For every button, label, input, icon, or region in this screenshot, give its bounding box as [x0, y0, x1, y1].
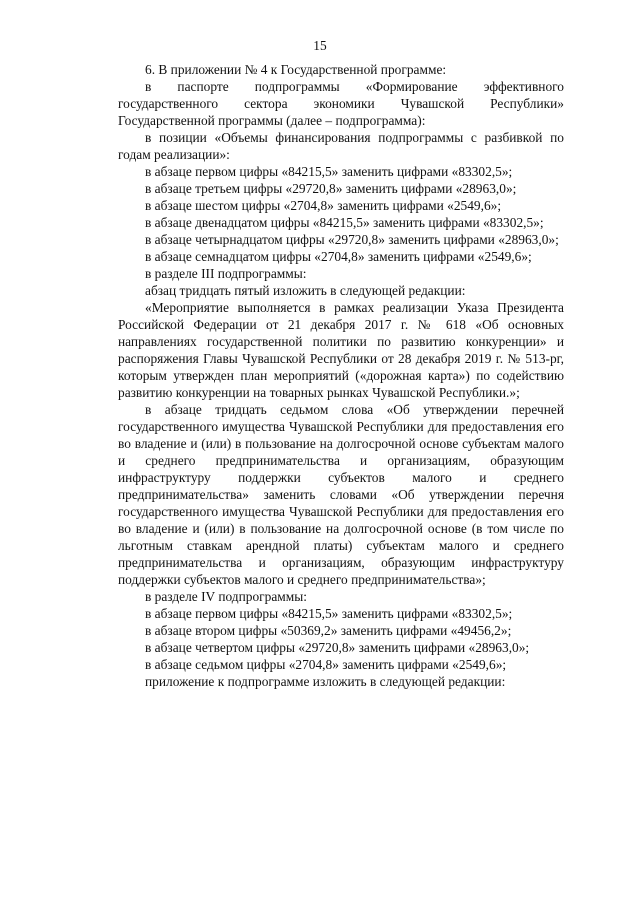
amendment-line: в абзаце втором цифры «50369,2» заменить цифрами «49456,2»;: [145, 623, 512, 638]
amendment-line: в абзаце четвертом цифры «29720,8» заменить цифрами «28963,0»;: [145, 640, 530, 655]
amendment-paragraph: в абзаце тридцать седьмом слова «Об утверждении перечней государственного имущества Чувашской Республики для предоставления его во владение и (или) в пользование на долгосрочной основе субъектам малого и среднего предпринимательства и организациям, образующим инфраструктуру поддержки субъектов малого и среднего предпринимательства» заменить словами «Об утверждении перечня государственного имущества Чувашской Республики для предоставления его во владение и (или) в пользование на долгосрочной основе (в том числе по льготным ставкам арендной платы) субъектам малого и среднего предпринимательства и организациям, образующим инфраструктуру поддержки субъектов малого и среднего предпринимательства»;: [118, 402, 564, 587]
amendment-line: в абзаце третьем цифры «29720,8» заменить цифрами «28963,0»;: [145, 181, 517, 196]
amendment-line: в абзаце двенадцатом цифры «84215,5» заменить цифрами «83302,5»;: [145, 215, 544, 230]
financing-position-paragraph: в позиции «Объемы финансирования подпрограммы с разбивкой по годам реализации»:: [118, 130, 564, 162]
amendment-line: в абзаце четырнадцатом цифры «29720,8» заменить цифрами «28963,0»;: [145, 232, 559, 247]
amendment-intro: абзац тридцать пятый изложить в следующей редакции:: [145, 283, 466, 298]
section-heading: в разделе III подпрограммы:: [145, 266, 307, 281]
passport-paragraph: в паспорте подпрограммы «Формирование эффективного государственного сектора экономики Чувашской Республики» Государственной программы (далее – подпрограмма):: [118, 79, 564, 128]
amendment-line: в абзаце седьмом цифры «2704,8» заменить цифрами «2549,6»;: [145, 657, 507, 672]
section-heading: в разделе IV подпрограммы:: [145, 589, 307, 604]
item-heading-6: 6. В приложении № 4 к Государственной программе:: [145, 62, 447, 77]
amendment-line: в абзаце первом цифры «84215,5» заменить цифрами «83302,5»;: [145, 606, 513, 621]
amendment-line: в абзаце первом цифры «84215,5» заменить цифрами «83302,5»;: [145, 164, 513, 179]
amendment-line: в абзаце шестом цифры «2704,8» заменить цифрами «2549,6»;: [145, 198, 502, 213]
page-number: 15: [313, 38, 327, 53]
document-body: [118, 61, 564, 690]
amendment-line: в абзаце семнадцатом цифры «2704,8» заменить цифрами «2549,6»;: [145, 249, 532, 264]
closing-line: приложение к подпрограмме изложить в следующей редакции:: [145, 674, 506, 689]
new-wording-paragraph: «Мероприятие выполняется в рамках реализации Указа Президента Российской Федерации от 21 декабря 2017 г. № 618 «Об основных направлениях государственной политики по развитию конкуренции» и распоряжения Главы Чувашской Республики от 28 декабря 2019 г. № 513-рг, которым утвержден план мероприятий («дорожная карта») по содействию развитию конкуренции на товарных рынках Чувашской Республики.»;: [118, 300, 564, 400]
